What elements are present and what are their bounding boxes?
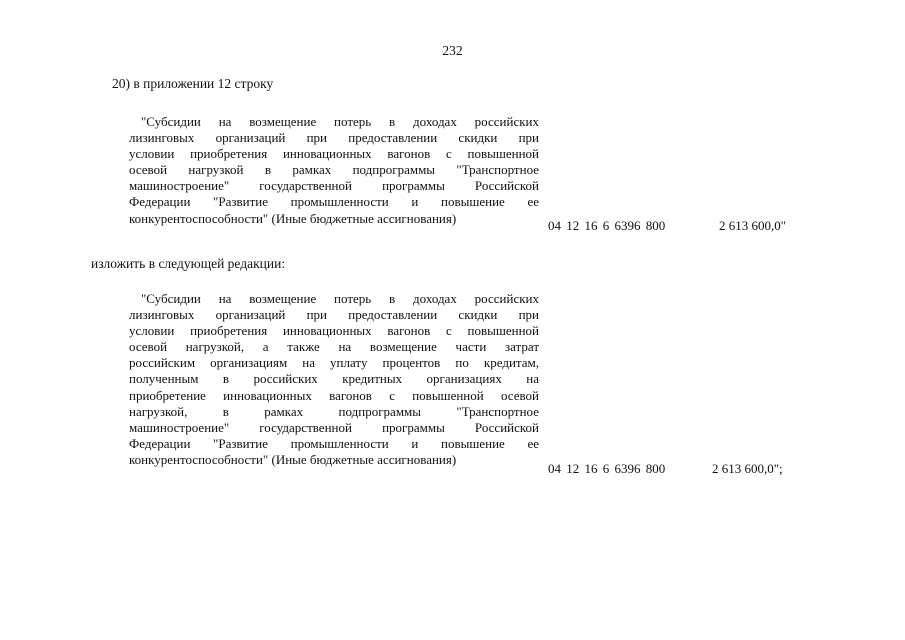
new-row-line: российским организациям на уплату процентов по кредитам, xyxy=(129,355,539,371)
new-row-line: нагрузкой, в рамках подпрограммы "Транспортное xyxy=(129,403,539,419)
old-row-description xyxy=(129,114,539,227)
page-number: 232 xyxy=(442,43,463,58)
new-row-code: 04 12 16 6 6396 800 xyxy=(548,461,666,476)
new-row-line: условии приобретения инновационных вагонов с повышенной xyxy=(129,323,539,339)
new-row-line: Федерации "Развитие промышленности и повышение ее xyxy=(129,435,539,451)
old-row-amount: 2 613 600,0" xyxy=(719,218,787,233)
new-row-line: осевой нагрузкой, а также на возмещение части затрат xyxy=(129,339,539,355)
old-row-code: 04 12 16 6 6396 800 xyxy=(548,218,666,233)
new-row-line: машиностроение" государственной программы Российской xyxy=(129,419,539,435)
new-row-line: конкурентоспособности" (Иные бюджетные ассигнования) xyxy=(129,451,457,467)
new-row-line: приобретение инновационных вагонов с повышенной осевой xyxy=(129,387,539,403)
new-row-line: полученным в российских кредитных организациях на xyxy=(129,371,539,387)
middle-text: изложить в следующей редакции: xyxy=(91,256,286,271)
old-row-line: осевой нагрузкой в рамках подпрограммы "Транспортное xyxy=(129,162,539,178)
intro-text: 20) в приложении 12 строку xyxy=(112,76,274,91)
old-row-line: условии приобретения инновационных вагонов с повышенной xyxy=(129,146,539,162)
old-row-line: Федерации "Развитие промышленности и повышение ее xyxy=(129,194,539,210)
old-row-line: конкурентоспособности" (Иные бюджетные ассигнования) xyxy=(129,210,457,226)
old-row-line: машиностроение" государственной программы Российской xyxy=(129,178,539,194)
old-row-line: лизинговых организаций при предоставлении скидки при xyxy=(129,130,539,146)
old-row-line: "Субсидии на возмещение потерь в доходах российских xyxy=(141,114,539,129)
new-row-line: "Субсидии на возмещение потерь в доходах российских xyxy=(141,291,539,306)
new-row-line: лизинговых организаций при предоставлении скидки при xyxy=(129,307,539,323)
new-row-description xyxy=(129,291,539,468)
new-row-amount: 2 613 600,0"; xyxy=(712,461,783,476)
